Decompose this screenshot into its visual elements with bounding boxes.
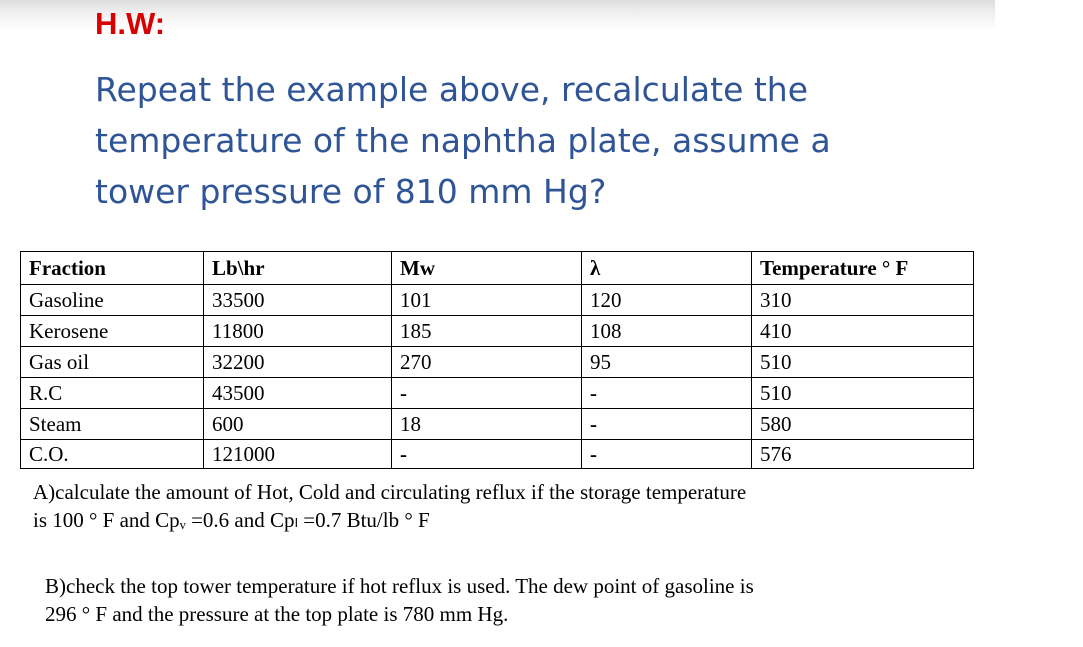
cell-temperature: 510 (752, 347, 974, 378)
homework-task (95, 64, 995, 217)
cell-latent-heat: - (582, 440, 752, 469)
fraction-data-table (20, 251, 974, 469)
cell-temperature: 576 (752, 440, 974, 469)
table-row (21, 347, 974, 378)
header-flow-rate: Lb\hr (204, 252, 392, 285)
header-molecular-weight: Mw (392, 252, 582, 285)
question-a (33, 478, 993, 534)
cell-temperature: 410 (752, 316, 974, 347)
cell-flow-rate: 600 (204, 409, 392, 440)
cell-temperature: 510 (752, 378, 974, 409)
cell-molecular-weight: - (392, 440, 582, 469)
cell-latent-heat: - (582, 409, 752, 440)
cell-fraction: R.C (21, 378, 204, 409)
cell-molecular-weight: 18 (392, 409, 582, 440)
cell-molecular-weight: - (392, 378, 582, 409)
homework-title: H.W: (95, 6, 166, 41)
cell-molecular-weight: 270 (392, 347, 582, 378)
cell-fraction: Kerosene (21, 316, 204, 347)
cell-fraction: Gas oil (21, 347, 204, 378)
cell-latent-heat: 120 (582, 285, 752, 316)
question-b (45, 572, 1005, 628)
table-row (21, 378, 974, 409)
cell-latent-heat: 95 (582, 347, 752, 378)
question-b-line-1: B)check the top tower temperature if hot reflux is used. The dew point of gasoline is (45, 574, 754, 598)
table-header-row (21, 252, 974, 285)
cell-flow-rate: 43500 (204, 378, 392, 409)
table-row (21, 440, 974, 469)
cell-latent-heat: 108 (582, 316, 752, 347)
cell-fraction: Gasoline (21, 285, 204, 316)
table-row (21, 285, 974, 316)
cell-flow-rate: 121000 (204, 440, 392, 469)
cell-flow-rate: 11800 (204, 316, 392, 347)
table-row (21, 409, 974, 440)
cell-flow-rate: 33500 (204, 285, 392, 316)
task-line-2: temperature of the naphtha plate, assume a (95, 121, 831, 160)
cell-molecular-weight: 101 (392, 285, 582, 316)
question-a-line-1: A)calculate the amount of Hot, Cold and circulating reflux if the storage temperature (33, 480, 747, 504)
cell-temperature: 310 (752, 285, 974, 316)
cell-fraction: Steam (21, 409, 204, 440)
cell-flow-rate: 32200 (204, 347, 392, 378)
cell-molecular-weight: 185 (392, 316, 582, 347)
header-temperature: Temperature ° F (752, 252, 974, 285)
table-row (21, 316, 974, 347)
question-a-line-2: is 100 ° F and Cpᵥ =0.6 and Cpₗ =0.7 Btu/lb ° F (33, 508, 430, 532)
header-fraction: Fraction (21, 252, 204, 285)
cell-latent-heat: - (582, 378, 752, 409)
task-line-1: Repeat the example above, recalculate the (95, 70, 809, 109)
task-line-3: tower pressure of 810 mm Hg? (95, 172, 607, 211)
cell-temperature: 580 (752, 409, 974, 440)
question-b-line-2: 296 ° F and the pressure at the top plate is 780 mm Hg. (45, 602, 509, 626)
cell-fraction: C.O. (21, 440, 204, 469)
header-latent-heat: λ (582, 252, 752, 285)
